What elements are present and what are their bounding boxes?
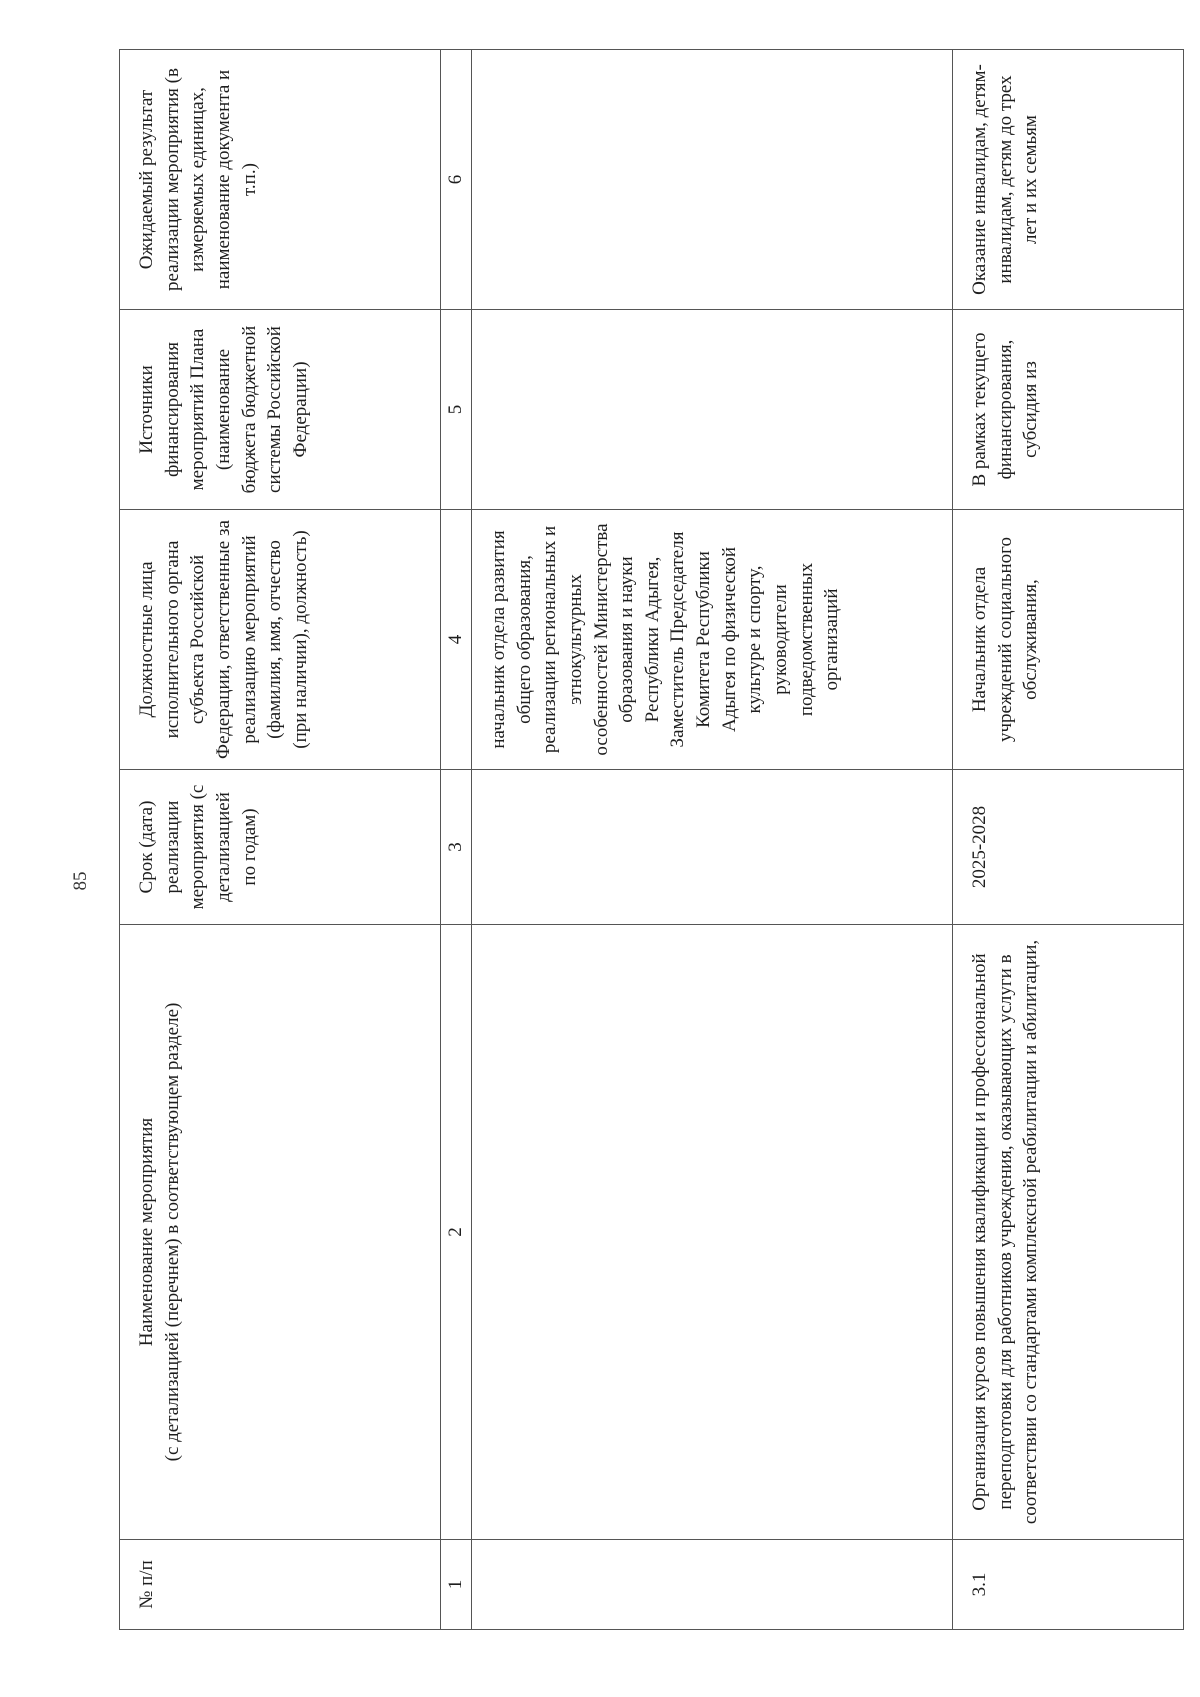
header-funding: Источники финансирования мероприятий Плана (наименование бюджета бюджетной системы Российской Федерации) (120, 310, 441, 510)
header-result: Ожидаемый результат реализации мероприятия (в измеряемых единицах, наименование документа и т.п.) (120, 50, 441, 310)
header-name: Наименование мероприятия (с детализацией (перечнем) в соответствующем разделе) (120, 925, 441, 1540)
measure-result: Оказание инвалидам, детям-инвалидам, детям до трех лет и их семьям (953, 50, 1184, 310)
measure-funding: В рамках текущего финансирования, субсидия из (953, 310, 1184, 510)
continuation-row (472, 50, 953, 1630)
header-number: № п/п (120, 1540, 441, 1630)
column-number-row (441, 50, 472, 1630)
table-cell (472, 50, 953, 310)
measure-name: Организация курсов повышения квалификации и профессиональной переподготовки для работников учреждения, оказывающих услуги в соответствии со стандартами комплексной реабилитации и абилитации, (953, 925, 1184, 1540)
column-number: 2 (441, 925, 472, 1540)
table-row (953, 50, 1184, 1630)
header-responsible: Должностные лица исполнительного органа субъекта Российской Федерации, ответственные за реализацию мероприятий (фамилия, имя, отчество (при наличии), должность) (120, 510, 441, 770)
measure-responsible: Начальник отдела учреждений социального обслуживания, (953, 510, 1184, 770)
header-term: Срок (дата) реализации мероприятия (с детализацией по годам) (120, 770, 441, 925)
table-cell (472, 310, 953, 510)
table-cell (472, 925, 953, 1540)
header-row (120, 50, 441, 1630)
column-number: 4 (441, 510, 472, 770)
rotated-table-container (119, 50, 1129, 1630)
page-number: 85 (70, 871, 91, 891)
column-number: 5 (441, 310, 472, 510)
table-cell (472, 770, 953, 925)
measures-table (119, 49, 1184, 1630)
table-cell (472, 1540, 953, 1630)
row-number: 3.1 (953, 1540, 1184, 1630)
column-number: 3 (441, 770, 472, 925)
column-number: 6 (441, 50, 472, 310)
measure-term: 2025-2028 (953, 770, 1184, 925)
continuation-responsible-cell: начальник отдела развития общего образования, реализации региональных и этнокультурных особенностей Министерства образования и науки Республики Адыгея, Заместитель Председателя Комитета Республики Адыгея по физической культуре и спорту, руководители подведомственных организаций (472, 510, 953, 770)
column-number: 1 (441, 1540, 472, 1630)
